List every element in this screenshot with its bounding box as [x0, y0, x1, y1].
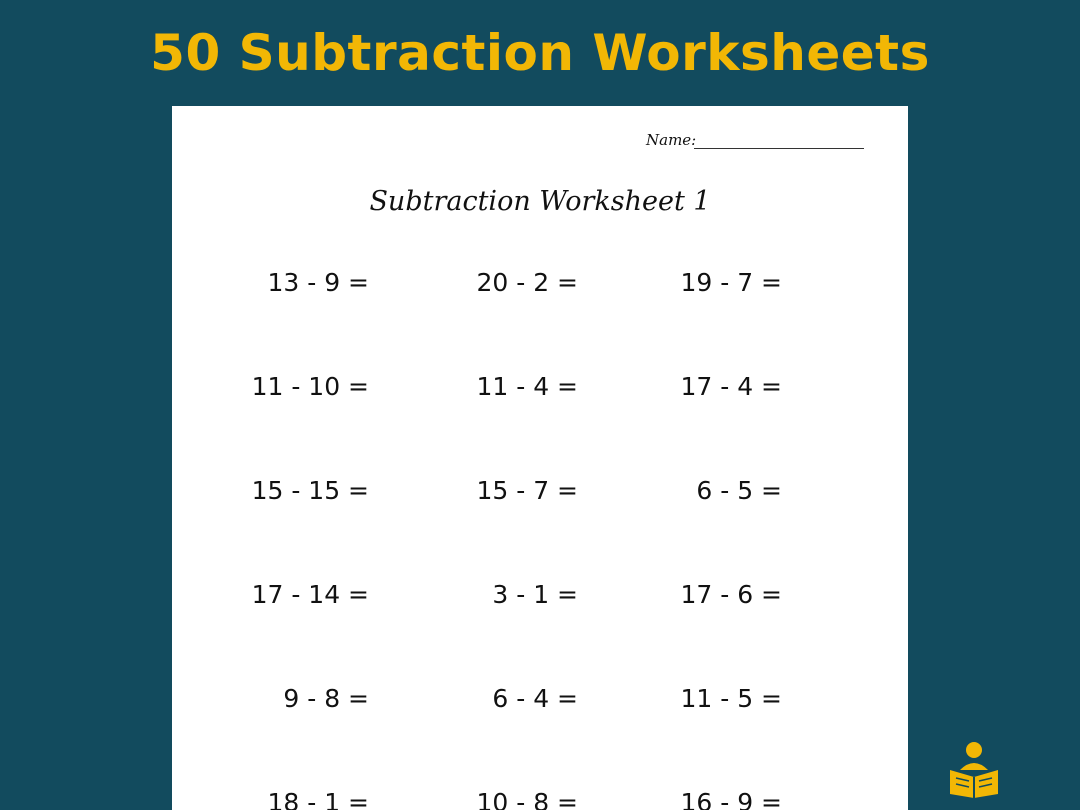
problem-item: 6 - 4 = [492, 684, 578, 713]
problem-item: 13 - 9 = [267, 268, 369, 297]
problem-item: 3 - 1 = [492, 580, 578, 609]
problem-item: 15 - 7 = [476, 476, 578, 505]
problem-item: 11 - 5 = [680, 684, 782, 713]
name-label: Name: [646, 131, 697, 149]
problem-item: 11 - 10 = [251, 372, 369, 401]
problem-item: 6 - 5 = [696, 476, 782, 505]
problem-item: 19 - 7 = [680, 268, 782, 297]
problem-item: 18 - 1 = [267, 788, 369, 810]
problem-item: 10 - 8 = [476, 788, 578, 810]
problem-item: 16 - 9 = [680, 788, 782, 810]
banner-title: 50 Subtraction Worksheets [150, 24, 930, 82]
problem-item: 17 - 14 = [251, 580, 369, 609]
problem-item: 9 - 8 = [283, 684, 369, 713]
problem-item: 20 - 2 = [476, 268, 578, 297]
name-field [644, 128, 866, 152]
problem-item: 15 - 15 = [251, 476, 369, 505]
reading-person-icon [946, 740, 1002, 798]
worksheet-title: Subtraction Worksheet 1 [369, 186, 711, 217]
name-blank-line [694, 148, 864, 149]
problem-item: 11 - 4 = [476, 372, 578, 401]
problem-item: 17 - 6 = [680, 580, 782, 609]
problem-item: 17 - 4 = [680, 372, 782, 401]
worksheet-page [172, 106, 908, 810]
